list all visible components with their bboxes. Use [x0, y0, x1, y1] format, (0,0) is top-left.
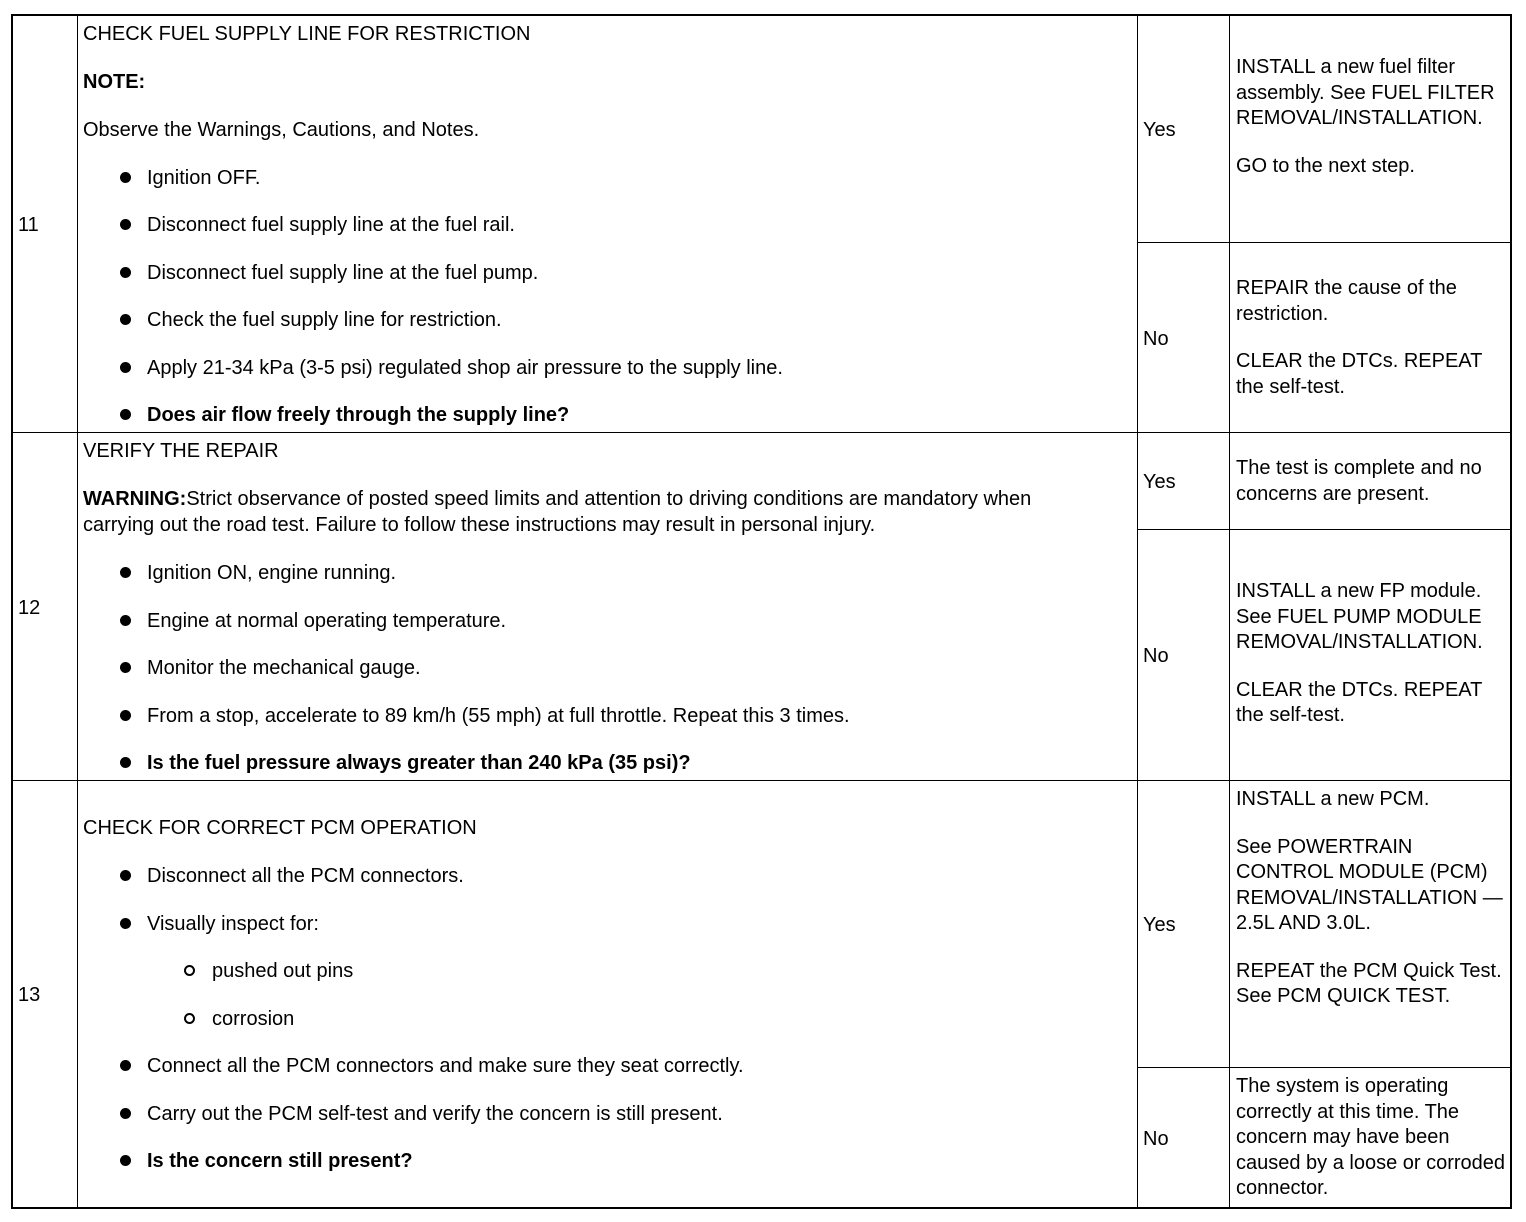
- row11-yes-no-divider: [1137, 242, 1512, 243]
- bullet-text: Ignition ON, engine running.: [147, 562, 397, 584]
- column-divider-action: [1137, 14, 1138, 1209]
- result-text: The system is operating correctly at this time. The concern may have been caused by a loose or corroded connector.: [1236, 1075, 1506, 1199]
- no-label: No: [1143, 645, 1169, 667]
- row-divider-11-12: [11, 432, 1512, 433]
- bullet-icon: [120, 567, 131, 578]
- warning-line-1: [83, 487, 1031, 511]
- column-divider-step: [77, 14, 78, 1209]
- bullet-icon: [120, 757, 131, 768]
- step-number: 11: [18, 214, 39, 236]
- bullet-icon: [120, 314, 131, 325]
- sub-bullet-icon: [184, 1013, 195, 1024]
- step-title: VERIFY THE REPAIR: [83, 440, 279, 462]
- result-text: INSTALL a new fuel filter assembly. See FUEL FILTER REMOVAL/INSTALLATION.: [1236, 56, 1495, 129]
- yes-result: [1236, 456, 1508, 507]
- bullet-icon: [120, 870, 131, 881]
- result-text: GO to the next step.: [1236, 154, 1415, 177]
- bullet-text: Disconnect all the PCM connectors.: [147, 865, 464, 887]
- bullet-icon: [120, 710, 131, 721]
- result-text: CLEAR the DTCs. REPEAT the self-test.: [1236, 678, 1482, 726]
- sub-bullet-text: corrosion: [212, 1008, 295, 1030]
- warning-label: WARNING:: [83, 488, 187, 510]
- yes-label: Yes: [1143, 914, 1176, 936]
- warning-line-2: carrying out the road test. Failure to follow these instructions may result in personal injury.: [83, 514, 876, 536]
- no-label: No: [1143, 328, 1169, 350]
- step-title: CHECK FOR CORRECT PCM OPERATION: [83, 817, 477, 839]
- bullet-icon: [120, 1060, 131, 1071]
- result-text: INSTALL a new FP module. See FUEL PUMP MODULE REMOVAL/INSTALLATION.: [1236, 580, 1483, 653]
- row12-yes-no-divider: [1137, 529, 1512, 530]
- warning-text: Strict observance of posted speed limits and attention to driving conditions are mandatory when: [186, 488, 1032, 510]
- yes-result: [1236, 787, 1508, 1010]
- bullet-text: Ignition OFF.: [147, 167, 261, 189]
- bullet-text: Disconnect fuel supply line at the fuel rail.: [147, 214, 515, 236]
- row-divider-12-13: [11, 780, 1512, 781]
- row13-yes-no-divider: [1137, 1067, 1512, 1068]
- bullet-icon: [120, 1155, 131, 1166]
- bullet-icon: [120, 362, 131, 373]
- bullet-text: Check the fuel supply line for restriction.: [147, 309, 502, 331]
- bullet-text: Apply 21-34 kPa (3-5 psi) regulated shop air pressure to the supply line.: [147, 357, 783, 379]
- result-text: The test is complete and no concerns are present.: [1236, 457, 1482, 505]
- bullet-text: Carry out the PCM self-test and verify the concern is still present.: [147, 1103, 723, 1125]
- bullet-text: From a stop, accelerate to 89 km/h (55 mph) at full throttle. Repeat this 3 times.: [147, 705, 850, 727]
- step-title: CHECK FUEL SUPPLY LINE FOR RESTRICTION: [83, 23, 531, 45]
- sub-bullet-icon: [184, 965, 195, 976]
- step-number: 13: [18, 984, 41, 1006]
- note-text: Observe the Warnings, Cautions, and Notes.: [83, 119, 480, 141]
- bullet-icon: [120, 918, 131, 929]
- bullet-icon: [120, 615, 131, 626]
- yes-label: Yes: [1143, 119, 1176, 141]
- result-text: INSTALL a new PCM.: [1236, 788, 1430, 810]
- result-text: See POWERTRAIN CONTROL MODULE (PCM) REMOVAL/INSTALLATION — 2.5L AND 3.0L.: [1236, 835, 1503, 934]
- result-text: REPAIR the cause of the restriction.: [1236, 277, 1457, 325]
- bullet-text: Engine at normal operating temperature.: [147, 610, 507, 632]
- yes-label: Yes: [1143, 471, 1176, 493]
- column-divider-result: [1229, 14, 1230, 1209]
- no-result: [1236, 579, 1508, 729]
- bullet-text: Monitor the mechanical gauge.: [147, 657, 421, 679]
- no-result: [1236, 276, 1508, 400]
- no-label: No: [1143, 1128, 1169, 1150]
- result-text: CLEAR the DTCs. REPEAT the self-test.: [1236, 350, 1482, 398]
- sub-bullet-text: pushed out pins: [212, 960, 354, 982]
- bullet-question: Does air flow freely through the supply line?: [147, 404, 570, 426]
- yes-result: [1236, 55, 1508, 179]
- bullet-icon: [120, 662, 131, 673]
- bullet-icon: [120, 267, 131, 278]
- bullet-icon: [120, 172, 131, 183]
- no-result: [1236, 1074, 1508, 1202]
- result-text: REPEAT the PCM Quick Test. See PCM QUICK TEST.: [1236, 959, 1502, 1007]
- bullet-icon: [120, 409, 131, 420]
- bullet-text: Visually inspect for:: [147, 913, 319, 935]
- bullet-text: Connect all the PCM connectors and make sure they seat correctly.: [147, 1055, 744, 1077]
- bullet-question: Is the concern still present?: [147, 1150, 413, 1172]
- bullet-question: Is the fuel pressure always greater than 240 kPa (35 psi)?: [147, 752, 691, 774]
- step-number: 12: [18, 597, 41, 619]
- bullet-icon: [120, 219, 131, 230]
- bullet-icon: [120, 1108, 131, 1119]
- note-label: NOTE:: [83, 71, 146, 93]
- bullet-text: Disconnect fuel supply line at the fuel pump.: [147, 262, 539, 284]
